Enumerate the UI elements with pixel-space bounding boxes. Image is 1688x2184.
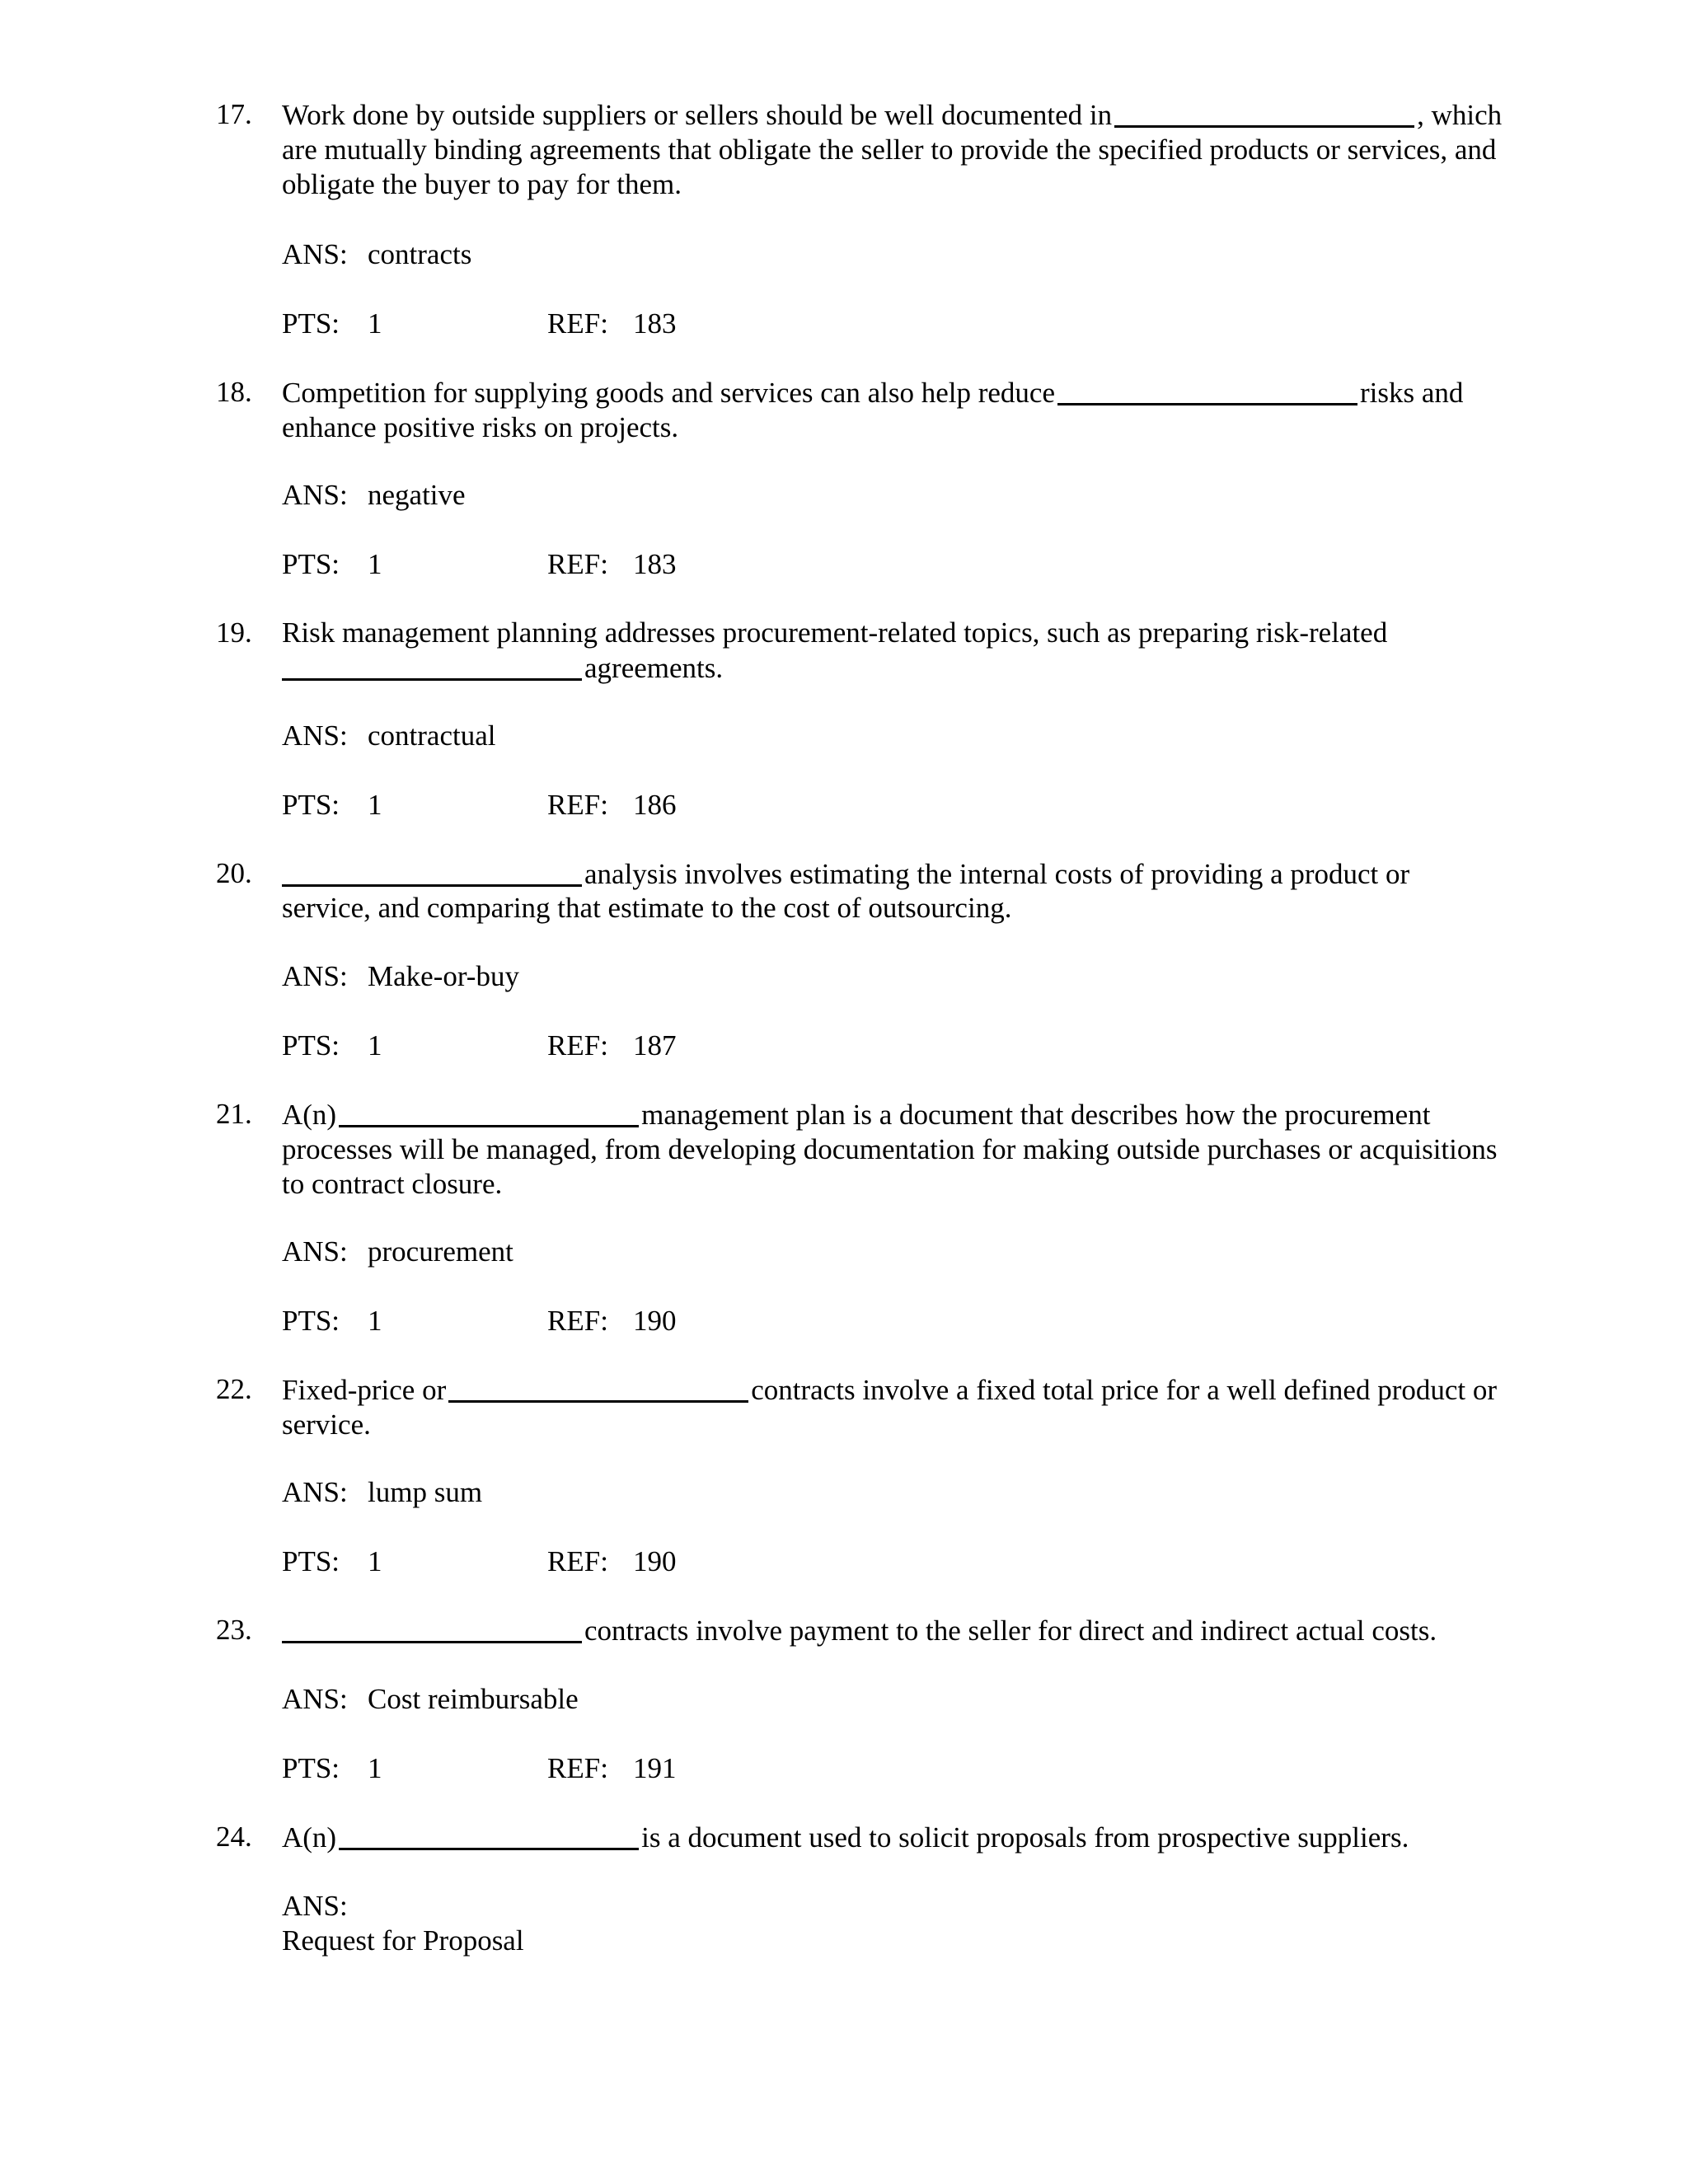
question-text-part: Work done by outside suppliers or sellers should be well documented in xyxy=(282,99,1113,131)
ref-label: REF: xyxy=(547,548,608,580)
answer-blank xyxy=(1057,375,1357,405)
question-text xyxy=(282,1097,1518,1202)
question-text xyxy=(282,1372,1518,1442)
pts-label: PTS: xyxy=(282,1545,340,1577)
pts-value: 1 xyxy=(368,1752,382,1784)
question-text-part: A(n) xyxy=(282,1821,337,1854)
ref-label: REF: xyxy=(547,1752,608,1784)
question-text-part: enhance positive risks on projects. xyxy=(282,411,679,443)
question-text xyxy=(282,616,1518,686)
points-reference-line xyxy=(282,1544,776,1579)
pts-label: PTS: xyxy=(282,548,340,580)
question-text-part: risks and xyxy=(1359,377,1464,409)
answer-value: contractual xyxy=(368,719,496,752)
answer-blank xyxy=(448,1372,748,1403)
answer-line xyxy=(282,1475,482,1510)
question-text-part: service, and comparing that estimate to the cost of outsourcing. xyxy=(282,892,1012,924)
answer-value: negative xyxy=(368,479,466,511)
ref-label: REF: xyxy=(547,1029,608,1062)
ref-value: 187 xyxy=(633,1029,677,1062)
ref-label: REF: xyxy=(547,789,608,821)
pts-value: 1 xyxy=(368,1545,382,1577)
points-reference-line xyxy=(282,1029,776,1063)
points-reference-line xyxy=(282,307,776,341)
pts-label: PTS: xyxy=(282,1305,340,1337)
ans-label: ANS: xyxy=(282,1683,348,1715)
ref-value: 183 xyxy=(633,548,677,580)
question-text-part: Fixed-price or xyxy=(282,1374,447,1406)
ref-value: 190 xyxy=(633,1545,677,1577)
question-text-part: contracts involve payment to the seller for direct and indirect actual costs. xyxy=(584,1615,1437,1647)
question-text-part: Competition for supplying goods and services can also help reduce xyxy=(282,377,1055,409)
question-text-part: processes will be managed, from developing documentation for making outside purchases or acquisitions to contract closure. xyxy=(282,1133,1498,1200)
question-text-part: management plan is a document that describes how the procurement xyxy=(641,1099,1431,1131)
pts-label: PTS: xyxy=(282,1752,340,1784)
pts-label: PTS: xyxy=(282,307,340,340)
question-number: 23. xyxy=(216,1614,252,1646)
ans-label: ANS: xyxy=(282,1235,348,1268)
pts-value: 1 xyxy=(368,307,382,340)
answer-value: Make-or-buy xyxy=(368,960,519,992)
answer-blank xyxy=(339,1097,639,1127)
ans-label: ANS: xyxy=(282,1890,348,1922)
question-number: 24. xyxy=(216,1821,252,1853)
ans-label: ANS: xyxy=(282,960,348,992)
answer-line xyxy=(282,959,519,994)
question-text-continuation xyxy=(282,891,1518,926)
answer-blank xyxy=(1114,97,1414,128)
answer-value: lump sum xyxy=(368,1476,483,1508)
pts-value: 1 xyxy=(368,548,382,580)
answer-value: contracts xyxy=(368,238,472,270)
answer-value: procurement xyxy=(368,1235,513,1268)
answer-line xyxy=(282,719,495,753)
question-text-part: analysis involves estimating the internal costs of providing a product or xyxy=(584,858,1410,890)
answer-value: Request for Proposal xyxy=(282,1924,524,1957)
ref-label: REF: xyxy=(547,1545,608,1577)
answer-line xyxy=(282,237,471,272)
ans-label: ANS: xyxy=(282,719,348,752)
question-number: 22. xyxy=(216,1373,252,1405)
pts-label: PTS: xyxy=(282,1029,340,1062)
pts-value: 1 xyxy=(368,1029,382,1062)
ans-label: ANS: xyxy=(282,479,348,511)
question-number: 18. xyxy=(216,376,252,408)
question-text xyxy=(282,375,1518,445)
points-reference-line xyxy=(282,1304,776,1338)
ref-label: REF: xyxy=(547,307,608,340)
question-text-part: or service. xyxy=(282,1374,1498,1441)
pts-value: 1 xyxy=(368,1305,382,1337)
points-reference-line xyxy=(282,1751,776,1786)
answer-line xyxy=(282,1889,524,1958)
ref-label: REF: xyxy=(547,1305,608,1337)
ref-value: 186 xyxy=(633,789,677,821)
question-number: 21. xyxy=(216,1098,252,1130)
question-text-part: , xyxy=(1417,99,1424,131)
question-text-part: contracts involve a fixed total price for a well defined product xyxy=(751,1374,1466,1406)
question-text xyxy=(282,1820,1518,1855)
question-text-part: agreements. xyxy=(584,652,724,684)
answer-blank xyxy=(282,1613,582,1643)
answer-line xyxy=(282,478,466,513)
answer-value: Cost reimbursable xyxy=(368,1683,579,1715)
ref-value: 190 xyxy=(633,1305,677,1337)
question-text-part: A(n) xyxy=(282,1099,337,1131)
question-text-part: which are mutually binding agreements that obligate the seller to provide the specified products or services, and obligate the buyer to pay for them. xyxy=(282,99,1503,200)
question-text-part: Risk management planning addresses procurement-related topics, such as preparing risk-related xyxy=(282,616,1388,649)
answer-blank xyxy=(282,650,582,681)
question-text xyxy=(282,97,1518,202)
question-number: 19. xyxy=(216,616,252,649)
question-text xyxy=(282,856,1518,892)
answer-line xyxy=(282,1682,579,1717)
ref-value: 183 xyxy=(633,307,677,340)
pts-label: PTS: xyxy=(282,789,340,821)
ans-label: ANS: xyxy=(282,238,348,270)
pts-value: 1 xyxy=(368,789,382,821)
points-reference-line xyxy=(282,547,776,582)
question-text-part: is a document used to solicit proposals from prospective suppliers. xyxy=(641,1821,1409,1854)
ans-label: ANS: xyxy=(282,1476,348,1508)
answer-blank xyxy=(339,1820,639,1850)
question-text xyxy=(282,1613,1518,1648)
question-number: 17. xyxy=(216,98,252,130)
answer-line xyxy=(282,1235,513,1269)
answer-blank xyxy=(282,856,582,887)
points-reference-line xyxy=(282,788,776,823)
ref-value: 191 xyxy=(633,1752,677,1784)
question-number: 20. xyxy=(216,857,252,889)
